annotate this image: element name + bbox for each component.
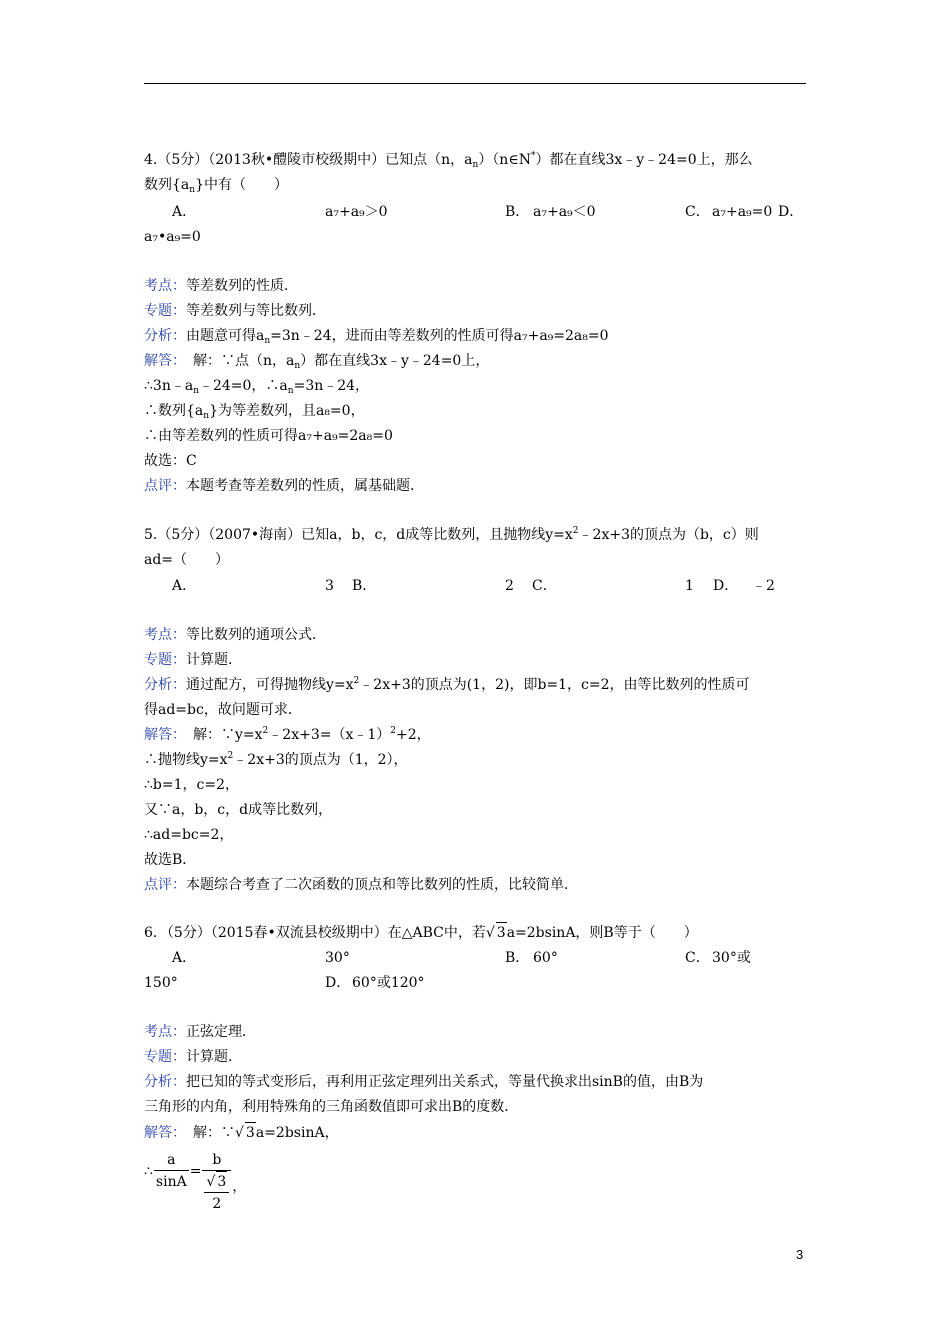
zhuanti-label: 专题： xyxy=(144,652,186,668)
q6-option-d-value: 60°或120° xyxy=(352,975,425,991)
q4-stem-line1 xyxy=(144,150,753,172)
step-text: ∴3n﹣a xyxy=(144,378,194,394)
q4-option-d-label: D． xyxy=(778,204,804,220)
kaodian-text: 正弦定理． xyxy=(186,1024,256,1040)
q5-option-c-value: 1 xyxy=(685,578,694,594)
dianping-label: 点评： xyxy=(144,478,186,494)
q4-option-a-label: A． xyxy=(172,204,197,220)
q5-dianping xyxy=(144,875,578,895)
q4-option-c-value: a₇+a₉=0 xyxy=(712,204,773,220)
jieda-text: +2， xyxy=(396,727,431,743)
q6-jieda xyxy=(144,1122,339,1143)
q6-zhuanti xyxy=(144,1047,242,1067)
q4-step3: ∴由等差数列的性质可得a₇+a₉=2a₈=0 xyxy=(144,428,393,444)
subscript: n xyxy=(193,386,199,396)
comma: ， xyxy=(232,1179,247,1195)
fenxi-text: =3n﹣24，进而由等差数列的性质可得a₇+a₉=2a₈=0 xyxy=(270,328,609,344)
sqrt-sign: √ xyxy=(235,1125,244,1141)
step-text: ﹣2x+3的顶点为（1，2）， xyxy=(233,752,408,768)
fenxi-label: 分析： xyxy=(144,677,186,693)
sqrt-sign: √ xyxy=(485,925,495,941)
q4-option-b-label: B． xyxy=(505,204,530,220)
zhuanti-text: 等差数列与等比数列． xyxy=(186,303,326,319)
step-text: ﹣24=0，∴a xyxy=(198,378,288,394)
q6-fenxi-line2: 三角形的内角，利用特殊角的三角函数值即可求出B的度数． xyxy=(144,1099,519,1115)
kaodian-label: 考点： xyxy=(144,627,186,643)
sqrt-radicand: 3 xyxy=(245,1122,256,1143)
q5-option-c-label: C． xyxy=(532,578,557,594)
q6-stem-text: a=2bsinA，则B等于（ ） xyxy=(506,925,698,941)
fraction-numerator: a xyxy=(154,1150,189,1171)
q6-option-c-value: 30°或 xyxy=(712,950,751,966)
step-text: }为等差数列，且a₈=0， xyxy=(209,403,365,419)
q6-stem xyxy=(144,922,698,943)
q5-option-a-label: A． xyxy=(172,578,197,594)
q5-step5: 故选B． xyxy=(144,852,197,868)
fraction-a-over-sina xyxy=(154,1150,189,1193)
nested-fraction xyxy=(204,1171,229,1215)
therefore-symbol: ∴ xyxy=(144,1163,153,1180)
q5-option-d-label: D． xyxy=(713,578,739,594)
fraction-b-over-sqrt3-half xyxy=(202,1150,231,1215)
q6-option-a-label: A． xyxy=(172,950,197,966)
zhuanti-label: 专题： xyxy=(144,1049,186,1065)
fenxi-text: 由题意可得a xyxy=(186,328,265,344)
q5-zhuanti xyxy=(144,650,242,670)
q4-zhuanti xyxy=(144,301,326,321)
jieda-label: 解答： xyxy=(144,1125,179,1141)
subscript: n xyxy=(287,386,294,396)
q6-fraction-equation xyxy=(144,1150,246,1215)
q4-fenxi xyxy=(144,326,609,348)
q5-jieda xyxy=(144,725,431,747)
q4-jieda xyxy=(144,351,489,373)
fenxi-text: 通过配方，可得抛物线y=x xyxy=(186,677,354,693)
q5-stem-line1 xyxy=(144,525,759,547)
sqrt-radicand: 3 xyxy=(496,922,507,943)
fenxi-text: 把已知的等式变形后，再利用正弦定理列出关系式，等量代换求出sinB的值，由B为 xyxy=(186,1074,704,1090)
fraction-numerator: b xyxy=(202,1150,231,1171)
superscript: 2 xyxy=(353,676,360,686)
zhuanti-label: 专题： xyxy=(144,303,186,319)
subscript: n xyxy=(203,411,210,421)
superscript: 2 xyxy=(390,726,396,736)
q4-stem-text: ）都在直线3x﹣y﹣24=0上，那么 xyxy=(535,152,753,168)
subscript: n xyxy=(189,185,196,195)
fenxi-text: ﹣2x+3的顶点为(1，2)，即b=1，c=2，由等比数列的性质可 xyxy=(359,677,750,693)
q4-stem-text: 4.（5分）（2013秋•醴陵市校级期中）已知点（n，a xyxy=(144,152,473,168)
kaodian-label: 考点： xyxy=(144,278,186,294)
superscript: 2 xyxy=(262,726,269,736)
step-text: =3n﹣24， xyxy=(293,378,370,394)
dianping-text: 本题考查等差数列的性质，属基础题． xyxy=(186,478,424,494)
q4-stem-text: }中有（ ） xyxy=(195,177,288,193)
sqrt-radicand: 3 xyxy=(216,1171,227,1192)
step-text: ∴数列{a xyxy=(144,403,204,419)
kaodian-text: 等比数列的通项公式． xyxy=(186,627,326,643)
q4-dianping xyxy=(144,476,424,496)
q5-kaodian xyxy=(144,625,326,645)
subscript: n xyxy=(264,336,271,346)
q5-stem-text: ﹣2x+3的顶点为（b，c）则 xyxy=(578,527,759,543)
nested-denominator: 2 xyxy=(212,1196,222,1212)
zhuanti-text: 计算题． xyxy=(186,1049,242,1065)
equals-sign: = xyxy=(189,1163,202,1180)
q6-option-d-label: D． xyxy=(325,975,351,991)
zhuanti-text: 计算题． xyxy=(186,652,242,668)
jieda-text: 解：∵点（n，a xyxy=(179,353,295,369)
q5-option-d-value: ﹣2 xyxy=(752,578,775,594)
q4-option-a-value: a₇+a₉＞0 xyxy=(325,204,388,220)
subscript: n xyxy=(294,361,301,371)
q6-option-c-value-cont: 150° xyxy=(144,975,178,991)
jieda-text: a=2bsinA， xyxy=(255,1125,339,1141)
q5-step2: ∴b=1，c=2， xyxy=(144,777,239,793)
q6-stem-text: 6．（5分）（2015春•双流县校级期中）在△ABC中，若 xyxy=(144,925,486,941)
jieda-label: 解答： xyxy=(144,353,179,369)
q5-stem-line2: ad=（ ） xyxy=(144,552,230,568)
jieda-text: ）都在直线3x﹣y﹣24=0上， xyxy=(300,353,490,369)
q6-kaodian xyxy=(144,1022,256,1042)
q4-step4: 故选：C xyxy=(144,453,197,469)
q6-option-a-value: 30° xyxy=(325,950,350,966)
q5-stem-text: 5.（5分）（2007•海南）已知a，b，c，d成等比数列，且抛物线y=x xyxy=(144,527,573,543)
superscript: 2 xyxy=(227,751,234,761)
header-rule xyxy=(144,83,806,84)
jieda-text: 解：∵y=x xyxy=(179,727,263,743)
fraction-denominator xyxy=(202,1171,231,1215)
q5-option-a-value: 3 xyxy=(325,578,334,594)
fenxi-label: 分析： xyxy=(144,1074,186,1090)
q5-option-b-label: B． xyxy=(352,578,377,594)
q4-stem-text: 数列{a xyxy=(144,177,190,193)
q4-step2 xyxy=(144,401,365,423)
jieda-text: ﹣2x+3=（x﹣1） xyxy=(268,727,391,743)
q5-option-b-value: 2 xyxy=(505,578,514,594)
sqrt-sign: √ xyxy=(206,1174,216,1190)
superscript: 2 xyxy=(572,526,579,536)
nested-numerator xyxy=(204,1171,229,1193)
q5-step3: 又∵a，b，c，d成等比数列， xyxy=(144,802,333,818)
q6-option-b-value: 60° xyxy=(533,950,558,966)
kaodian-label: 考点： xyxy=(144,1024,186,1040)
dianping-text: 本题综合考查了二次函数的顶点和等比数列的性质，比较简单． xyxy=(186,877,578,893)
fenxi-label: 分析： xyxy=(144,328,186,344)
page-number: 3 xyxy=(796,1247,804,1262)
q4-stem-text: ）（n∈N xyxy=(478,152,531,168)
q4-stem-line2 xyxy=(144,175,288,197)
step-text: ∴抛物线y=x xyxy=(144,752,228,768)
kaodian-text: 等差数列的性质． xyxy=(186,278,298,294)
q4-option-c-label: C． xyxy=(685,204,710,220)
q6-option-b-label: B． xyxy=(505,950,530,966)
fraction-denominator: sinA xyxy=(155,1174,187,1190)
q4-option-d-value: a₇•a₉=0 xyxy=(144,229,201,245)
q4-step1 xyxy=(144,376,369,398)
q5-fenxi xyxy=(144,675,750,697)
q4-kaodian xyxy=(144,276,298,296)
q5-step4: ∴ad=bc=2， xyxy=(144,827,234,843)
superscript: * xyxy=(530,151,536,161)
q5-fenxi-line2: 得ad=bc，故问题可求． xyxy=(144,702,302,718)
q5-step1 xyxy=(144,750,408,772)
q6-fenxi xyxy=(144,1072,703,1092)
q6-option-c-label: C． xyxy=(685,950,710,966)
q4-option-b-value: a₇+a₉＜0 xyxy=(533,204,596,220)
subscript: n xyxy=(472,160,479,170)
jieda-text: 解：∵ xyxy=(179,1125,235,1141)
jieda-label: 解答： xyxy=(144,727,179,743)
dianping-label: 点评： xyxy=(144,877,186,893)
